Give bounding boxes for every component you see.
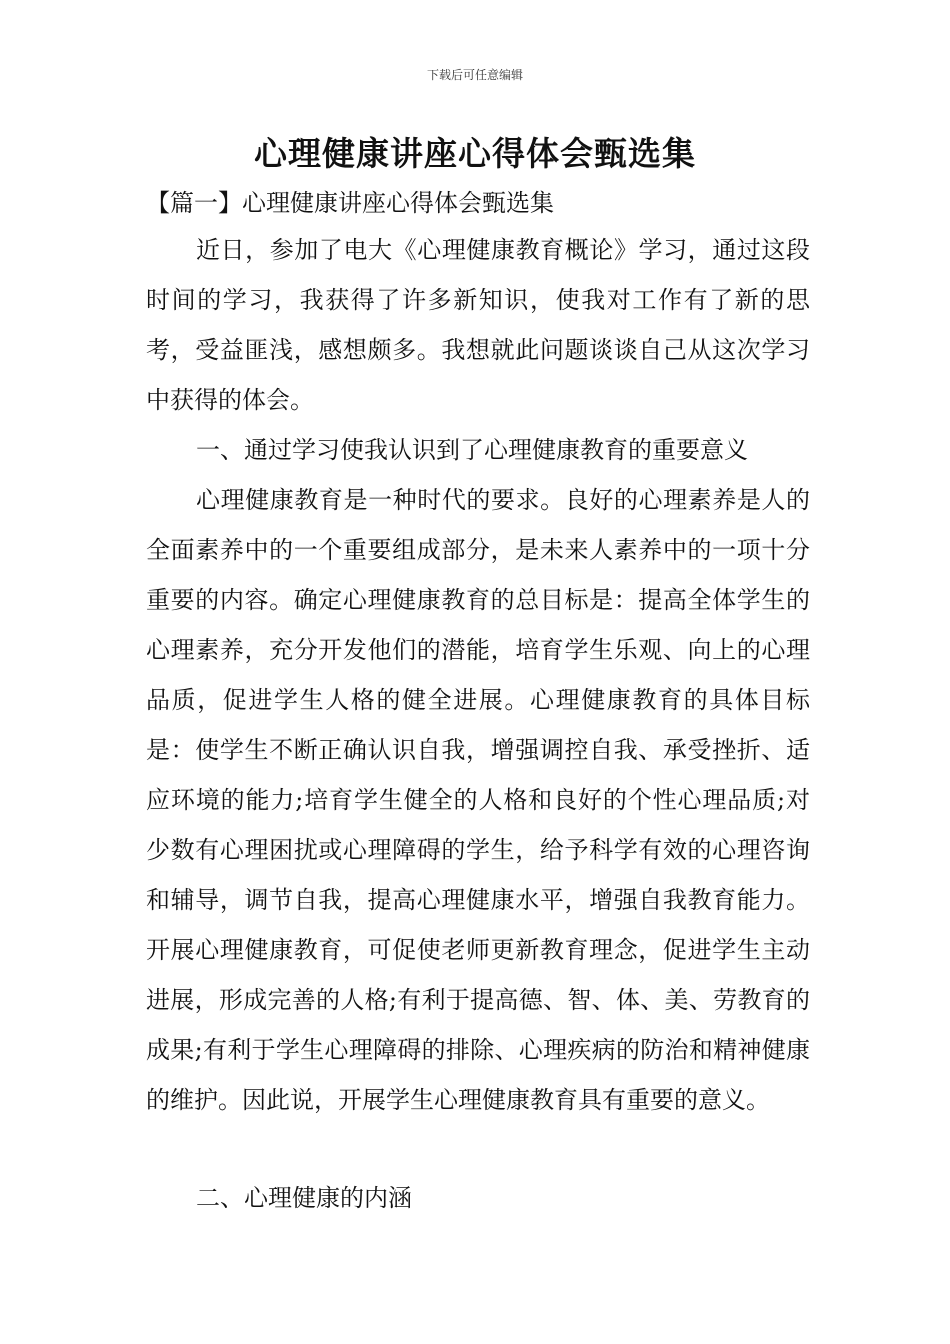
intro-paragraph: 近日，参加了电大《心理健康教育概论》学习，通过这段时间的学习，我获得了许多新知识，使我对工作有了新的思考，受益匪浅，感想颇多。我想就此问题谈谈自己从这次学习中获得的体会。 — [146, 236, 810, 414]
section-label: 【篇一】心理健康讲座心得体会甄选集 — [146, 189, 554, 217]
header-note: 下载后可任意编辑 — [426, 68, 523, 82]
document-title: 心理健康讲座心得体会甄选集 — [254, 134, 696, 173]
body-paragraph-1: 心理健康教育是一种时代的要求。良好的心理素养是人的全面素养中的一个重要组成部分，是未来人素养中的一项十分重要的内容。确定心理健康教育的总目标是：提高全体学生的心理素养，充分开发他们的潜能，培育学生乐观、向上的心理品质，促进学生人格的健全进展。心理健康教育的具体目标是：使学生不断正确认识自我，增强调控自我、承受挫折、适应环境的能力;培育学生健全的人格和良好的个性心理品质;对少数有心理困扰或心理障碍的学生，给予科学有效的心理咨询和辅导，调节自我，提高心理健康水平，增强自我教育能力。开展心理健康教育，可促使老师更新教育理念，促进学生主动进展，形成完善的人格;有利于提高德、智、体、美、劳教育的成果;有利于学生心理障碍的排除、心理疾病的防治和精神健康的维护。因此说，开展学生心理健康教育具有重要的意义。 — [146, 486, 810, 1114]
section-heading-2: 二、心理健康的内涵 — [196, 1184, 412, 1212]
section-heading-1: 一、通过学习使我认识到了心理健康教育的重要意义 — [196, 436, 748, 464]
